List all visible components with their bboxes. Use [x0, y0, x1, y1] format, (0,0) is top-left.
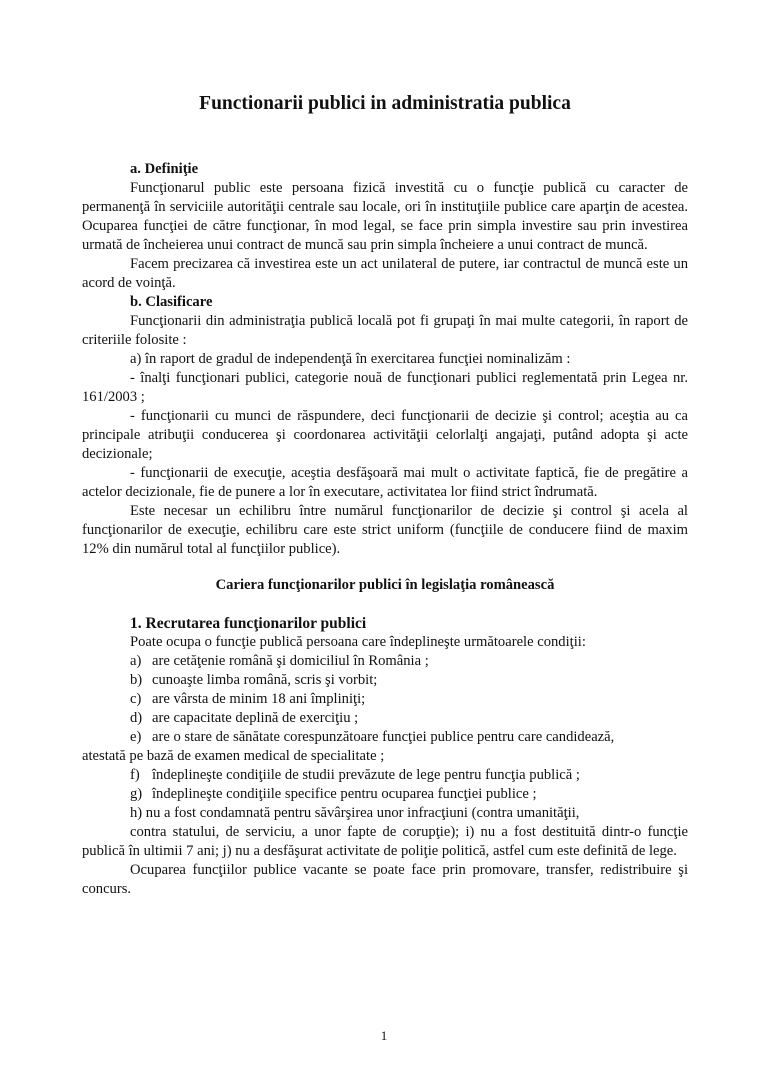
paragraph-conditions-intro: Poate ocupa o funcţie publică persoana care îndeplineşte următoarele condiţii:	[130, 634, 586, 650]
list-item	[82, 728, 688, 747]
document-title: Functionarii publici in administratia publica	[199, 93, 571, 114]
list-marker: e)	[130, 729, 142, 745]
list-text: are o stare de sănătate corespunzătoare funcţiei publice pentru care candidează,	[152, 729, 615, 745]
list-item	[82, 766, 688, 785]
list-text: are cetăţenie română şi domiciliul în România ;	[152, 653, 429, 669]
paragraph-definition: Funcţionarul public este persoana fizică investită cu o funcţie publică cu caracter de permanenţă în serviciile autorităţii centrale sau locale, ori în instituţiile publice care aparţin de acestea. Ocuparea funcţiei de către funcţionar, în mod legal, se face prin simpla investire sau prin investirea urmată de încheierea unui contract de muncă sau prin simpla încheiere a unui contract de muncă.	[82, 180, 688, 253]
document-body	[82, 92, 688, 899]
list-marker: b)	[130, 672, 143, 688]
paragraph-classification: Funcţionarii din administraţia publică locală pot fi grupaţi în mai multe categorii, în raport de criteriile folosite :	[82, 313, 688, 348]
paragraph-criterion-a: a) în raport de gradul de independenţă în exercitarea funcţiei nominalizăm :	[130, 351, 571, 367]
list-text: are vârsta de minim 18 ani împliniţi;	[152, 691, 366, 707]
list-marker: a)	[130, 653, 142, 669]
list-item-h: h) nu a fost condamnată pentru săvârşirea unor infracţiuni (contra umanităţii,	[130, 805, 580, 821]
paragraph-high-officials: - înalţi funcţionari publici, categorie nouă de funcţionari publici reglementată prin Legea nr. 161/2003 ;	[82, 370, 688, 405]
section-career-heading: Cariera funcţionarilor publici în legislaţia românească	[215, 577, 555, 593]
list-item	[82, 690, 688, 709]
list-text: cunoaşte limba română, scris şi vorbit;	[152, 672, 378, 688]
paragraph-precision: Facem precizarea că investirea este un act unilateral de putere, iar contractul de muncă este un acord de voinţă.	[82, 256, 688, 291]
list-marker: f)	[130, 767, 140, 783]
list-text: are capacitate deplină de exerciţiu ;	[152, 710, 359, 726]
list-text: îndeplineşte condiţiile de studii prevăzute de lege pentru funcţia publică ;	[152, 767, 580, 783]
subsection-recruitment-heading: 1. Recrutarea funcţionarilor publici	[130, 615, 367, 632]
list-item-continuation: atestată pe bază de examen medical de specialitate ;	[82, 748, 385, 764]
list-item-h-continuation: contra statului, de serviciu, a unor fapte de corupţie); i) nu a fost destituită dintr-o funcţie publică în ultimii 7 ani; j) nu a desfăşurat activitate de poliţie politică, astfel cum este definită de lege.	[82, 824, 688, 859]
list-item	[82, 652, 688, 671]
paragraph-balance: Este necesar un echilibru între numărul funcţionarilor de decizie şi control şi acela al funcţionarilor de execuţie, echilibru care este strict uniform (funcţiile de conducere fiind de maxim 12% din numărul total al funcţiilor publice).	[82, 503, 688, 557]
paragraph-execution-officials: - funcţionarii de execuţie, aceştia desfăşoară mai mult o activitate faptică, fie de pregătire a actelor decizionale, fie de punere a lor în executare, activitatea lor fiind strict îndrumată.	[82, 465, 688, 500]
list-marker: c)	[130, 691, 142, 707]
list-item	[82, 785, 688, 804]
list-marker: d)	[130, 710, 143, 726]
paragraph-vacancies: Ocuparea funcţiilor publice vacante se poate face prin promovare, transfer, redistribuire şi concurs.	[82, 862, 688, 897]
list-item	[82, 709, 688, 728]
section-b-heading: b. Clasificare	[130, 294, 213, 310]
list-marker: g)	[130, 786, 143, 802]
list-text: îndeplineşte condiţiile specifice pentru ocuparea funcţiei publice ;	[152, 786, 537, 802]
list-item	[82, 671, 688, 690]
paragraph-decision-officials: - funcţionarii cu munci de răspundere, deci funcţionarii de decizie şi control; aceştia au ca principale atribuţii conducerea şi coordonarea activităţii celorlalţi angajaţi, putând adopta şi acte decizionale;	[82, 408, 688, 462]
page-number: 1	[380, 1028, 388, 1043]
section-a-heading: a. Definiţie	[130, 161, 199, 177]
